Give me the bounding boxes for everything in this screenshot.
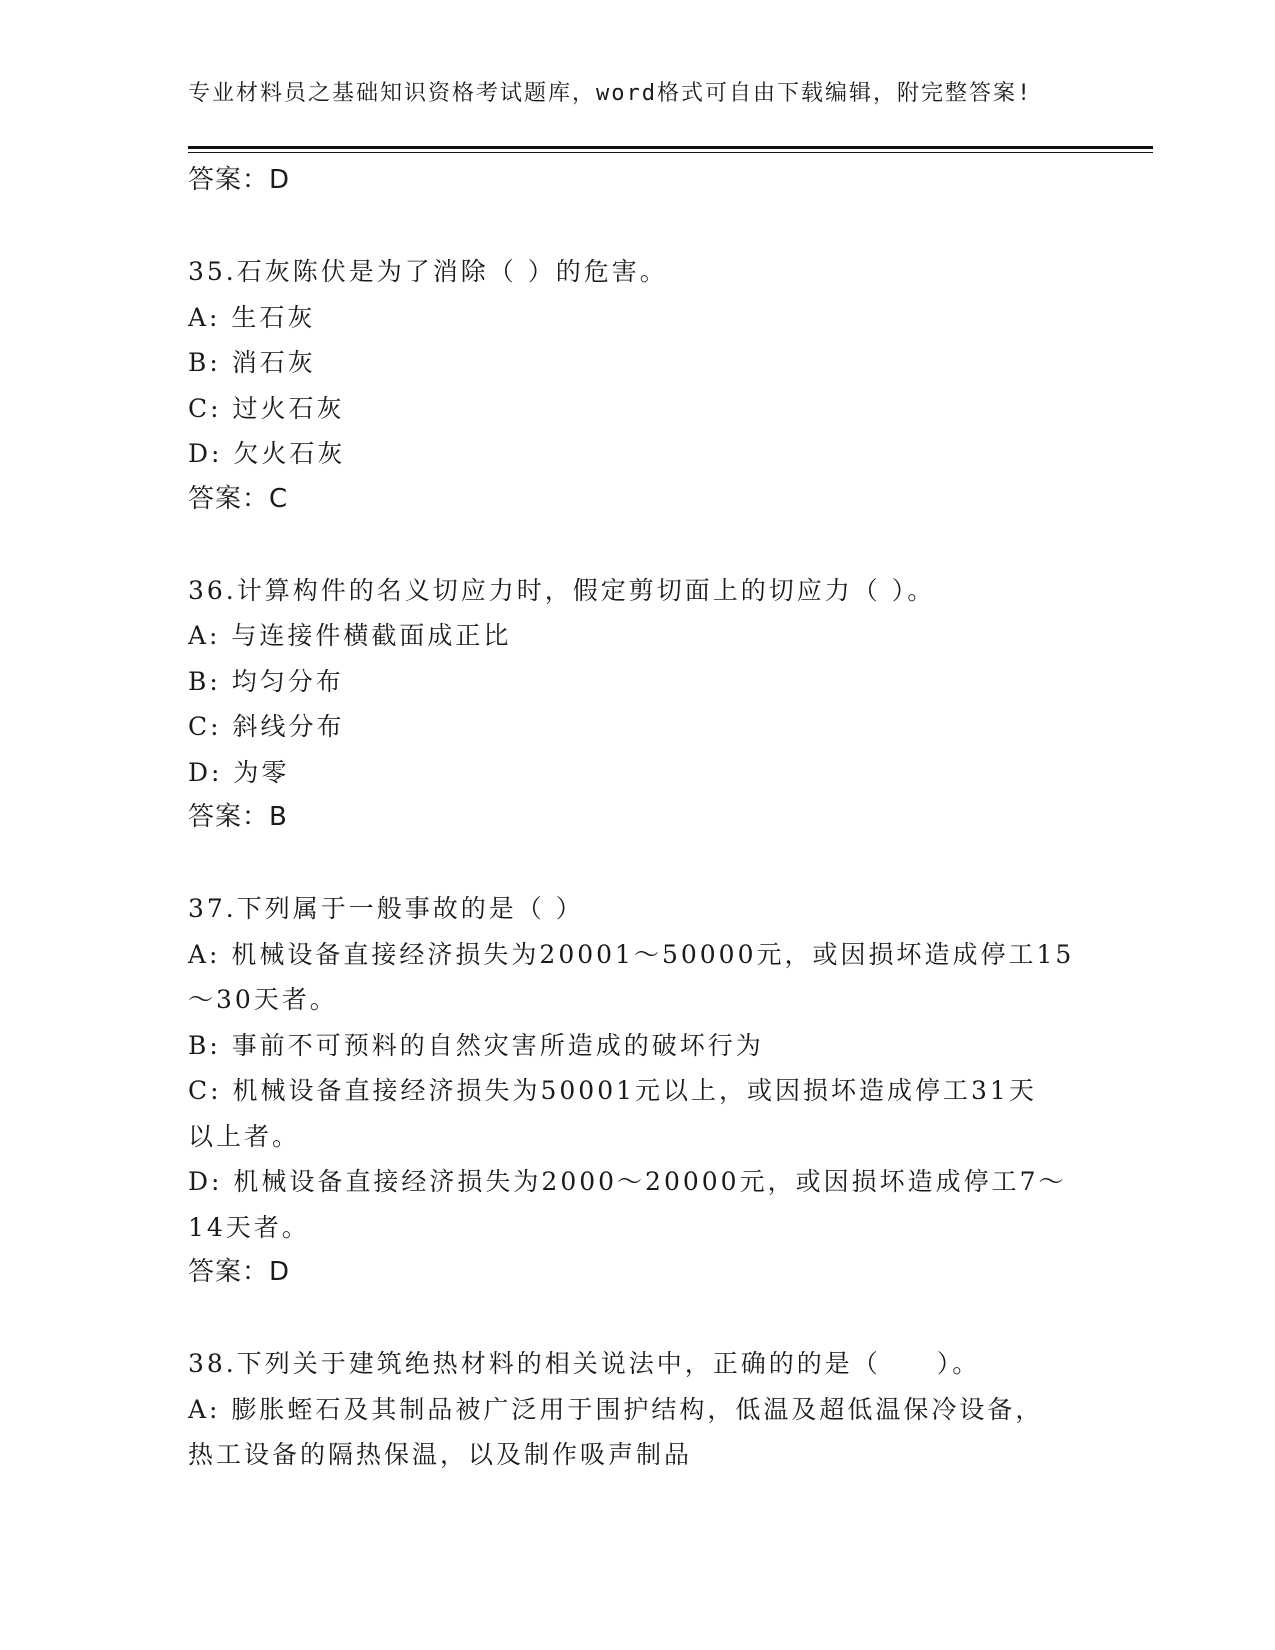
- document-body: [188, 158, 1088, 1478]
- answer-line: 答案：C: [188, 483, 289, 514]
- option-line: C: 过火石灰: [188, 393, 345, 423]
- option-line: B: 事前不可预料的自然灾害所造成的破坏行为: [188, 1030, 764, 1060]
- option-line: 以上者。: [188, 1121, 301, 1151]
- header-rule-thick: [188, 146, 1153, 149]
- option-line: ～30天者。: [188, 985, 338, 1014]
- option-line: A: 生石灰: [188, 302, 316, 332]
- option-line: A: 机械设备直接经济损失为20001～50000元，或因损坏造成停工15: [188, 939, 1075, 969]
- answer-line: 答案：D: [188, 1257, 291, 1287]
- header-rule-thin: [188, 152, 1153, 153]
- answer-line: 答案：D: [188, 165, 291, 195]
- option-line: B: 均匀分布: [188, 666, 344, 696]
- option-line: C: 机械设备直接经济损失为50001元以上，或因损坏造成停工31天: [188, 1076, 1037, 1105]
- spacer: [188, 522, 1088, 568]
- option-line: 热工设备的隔热保温，以及制作吸声制品: [188, 1440, 693, 1469]
- spacer: [188, 1296, 1088, 1342]
- spacer: [188, 204, 1088, 250]
- question-stem: 35.石灰陈伏是为了消除（ ）的危害。: [188, 257, 668, 286]
- option-line: 14天者。: [188, 1212, 310, 1242]
- option-line: A: 膨胀蛭石及其制品被广泛用于围护结构，低温及超低温保冷设备，: [188, 1394, 1044, 1424]
- option-line: D: 欠火石灰: [188, 439, 346, 468]
- answer-line: 答案：B: [188, 802, 288, 832]
- option-line: D: 为零: [188, 757, 290, 787]
- page-header: 专业材料员之基础知识资格考试题库，word格式可自由下载编辑，附完整答案!: [188, 81, 1033, 106]
- option-line: B: 消石灰: [188, 348, 316, 377]
- option-line: D: 机械设备直接经济损失为2000～20000元，或因损坏造成停工7～: [188, 1167, 1067, 1196]
- question-stem: 36.计算构件的名义切应力时，假定剪切面上的切应力（ ）。: [188, 575, 936, 605]
- question-stem: 38.下列关于建筑绝热材料的相关说法中，正确的的是（ ）。: [188, 1349, 981, 1378]
- option-line: C: 斜线分布: [188, 712, 345, 741]
- spacer: [188, 841, 1088, 887]
- option-line: A: 与连接件横截面成正比: [188, 621, 512, 650]
- question-stem: 37.下列属于一般事故的是（ ）: [188, 894, 584, 923]
